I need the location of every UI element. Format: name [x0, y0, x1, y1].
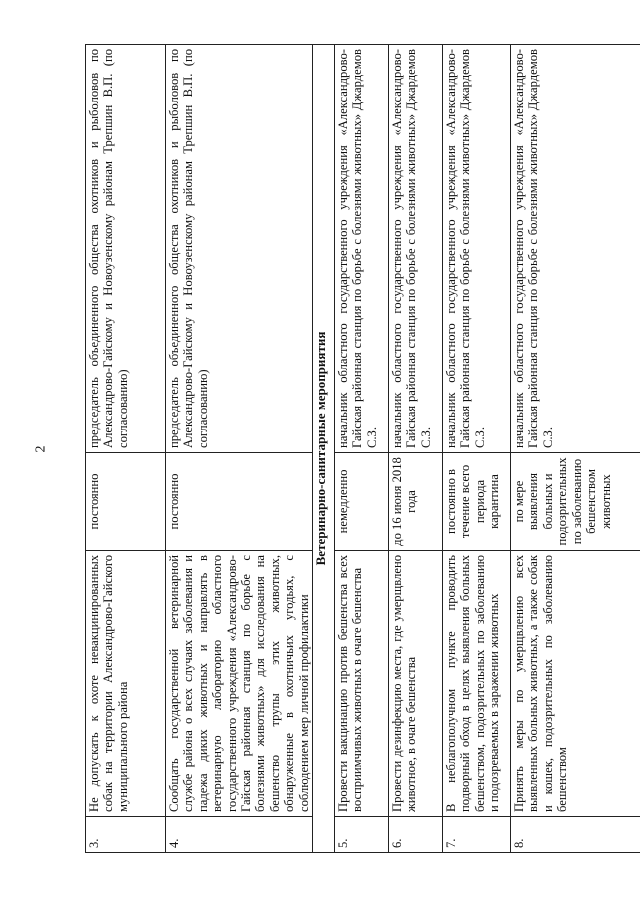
measure-text: Принять меры по умерщвлению всех выявленных больных животных, а также собак и кошек, подозрительных по заболеванию бешенством: [511, 551, 640, 817]
section-title: Ветеринарно-санитарные мероприятия: [313, 45, 335, 853]
deadline: постоянно: [86, 453, 166, 551]
row-number: 4.: [166, 817, 313, 853]
row-number: 6.: [389, 817, 443, 853]
deadline: по мере выявления больных и подозрительных по заболеванию бешенством животных: [511, 453, 640, 551]
responsible-person: начальник областного государственного учреждения «Александрово-Гайская районная станция по борьбе с болезнями животных» Джардемов С.З.: [389, 45, 443, 453]
row-number: 3.: [86, 817, 166, 853]
responsible-person: председатель объединенного общества охотников и рыболовов по Александрово-Гайскому и Новоузенскому районам Трепшин В.П. (по согласованию): [166, 45, 313, 453]
deadline: до 16 июня 2018 года: [389, 453, 443, 551]
deadline: постоянно в течение всего периода карантина: [443, 453, 511, 551]
deadline: постоянно: [166, 453, 313, 551]
responsible-person: начальник областного государственного учреждения «Александрово-Гайская районная станция по борьбе с болезнями животных» Джардемов С.З.: [335, 45, 389, 453]
row-number: 7.: [443, 817, 511, 853]
measures-table: [85, 44, 640, 853]
measure-text: Не допускать к охоте невакцинированных собак на территории Александрово-Гайского муниципального района: [86, 551, 166, 817]
measure-text: Сообщать государственной ветеринарной службе района о всех случаях заболевания и падежа диких животных и направлять в ветеринарную лабораторию областного государственного учреждения «Александрово-Гайская районная станция по борьбе с болезнями животных» для исследования на бешенство трупы этих животных, обнаруженные в охотничьих угодьях, с соблюдением мер личной профилактики: [166, 551, 313, 817]
table-row-6: [389, 45, 443, 853]
row-number: 8.: [511, 817, 640, 853]
responsible-person: председатель объединенного общества охотников и рыболовов по Александрово-Гайскому и Новоузенскому районам Трепшин В.П. (по согласованию): [86, 45, 166, 453]
table-row-7: [443, 45, 511, 853]
row-number: 5.: [335, 817, 389, 853]
measure-text: В неблагополучном пункте проводить подворный обход в целях выявления больных бешенством, подозрительных по заболеванию и подозреваемых в заражении животных: [443, 551, 511, 817]
page-number: 2: [33, 445, 49, 453]
table-row-8: [511, 45, 640, 853]
section-header-row: [313, 45, 335, 853]
rotated-page-content: [85, 45, 633, 853]
table-row-5: [335, 45, 389, 853]
measure-text: Провести дезинфекцию места, где умерщвлено животное, в очаге бешенства: [389, 551, 443, 817]
measure-text: Провести вакцинацию против бешенства всех восприимчивых животных в очаге бешенства: [335, 551, 389, 817]
responsible-person: начальник областного государственного учреждения «Александрово-Гайская районная станция по борьбе с болезнями животных» Джардемов С.З.: [511, 45, 640, 453]
table-row-4: [166, 45, 313, 853]
responsible-person: начальник областного государственного учреждения «Александрово-Гайская районная станция по борьбе с болезнями животных» Джардемов С.З.: [443, 45, 511, 453]
deadline: немедленно: [335, 453, 389, 551]
table-row-3: [86, 45, 166, 853]
